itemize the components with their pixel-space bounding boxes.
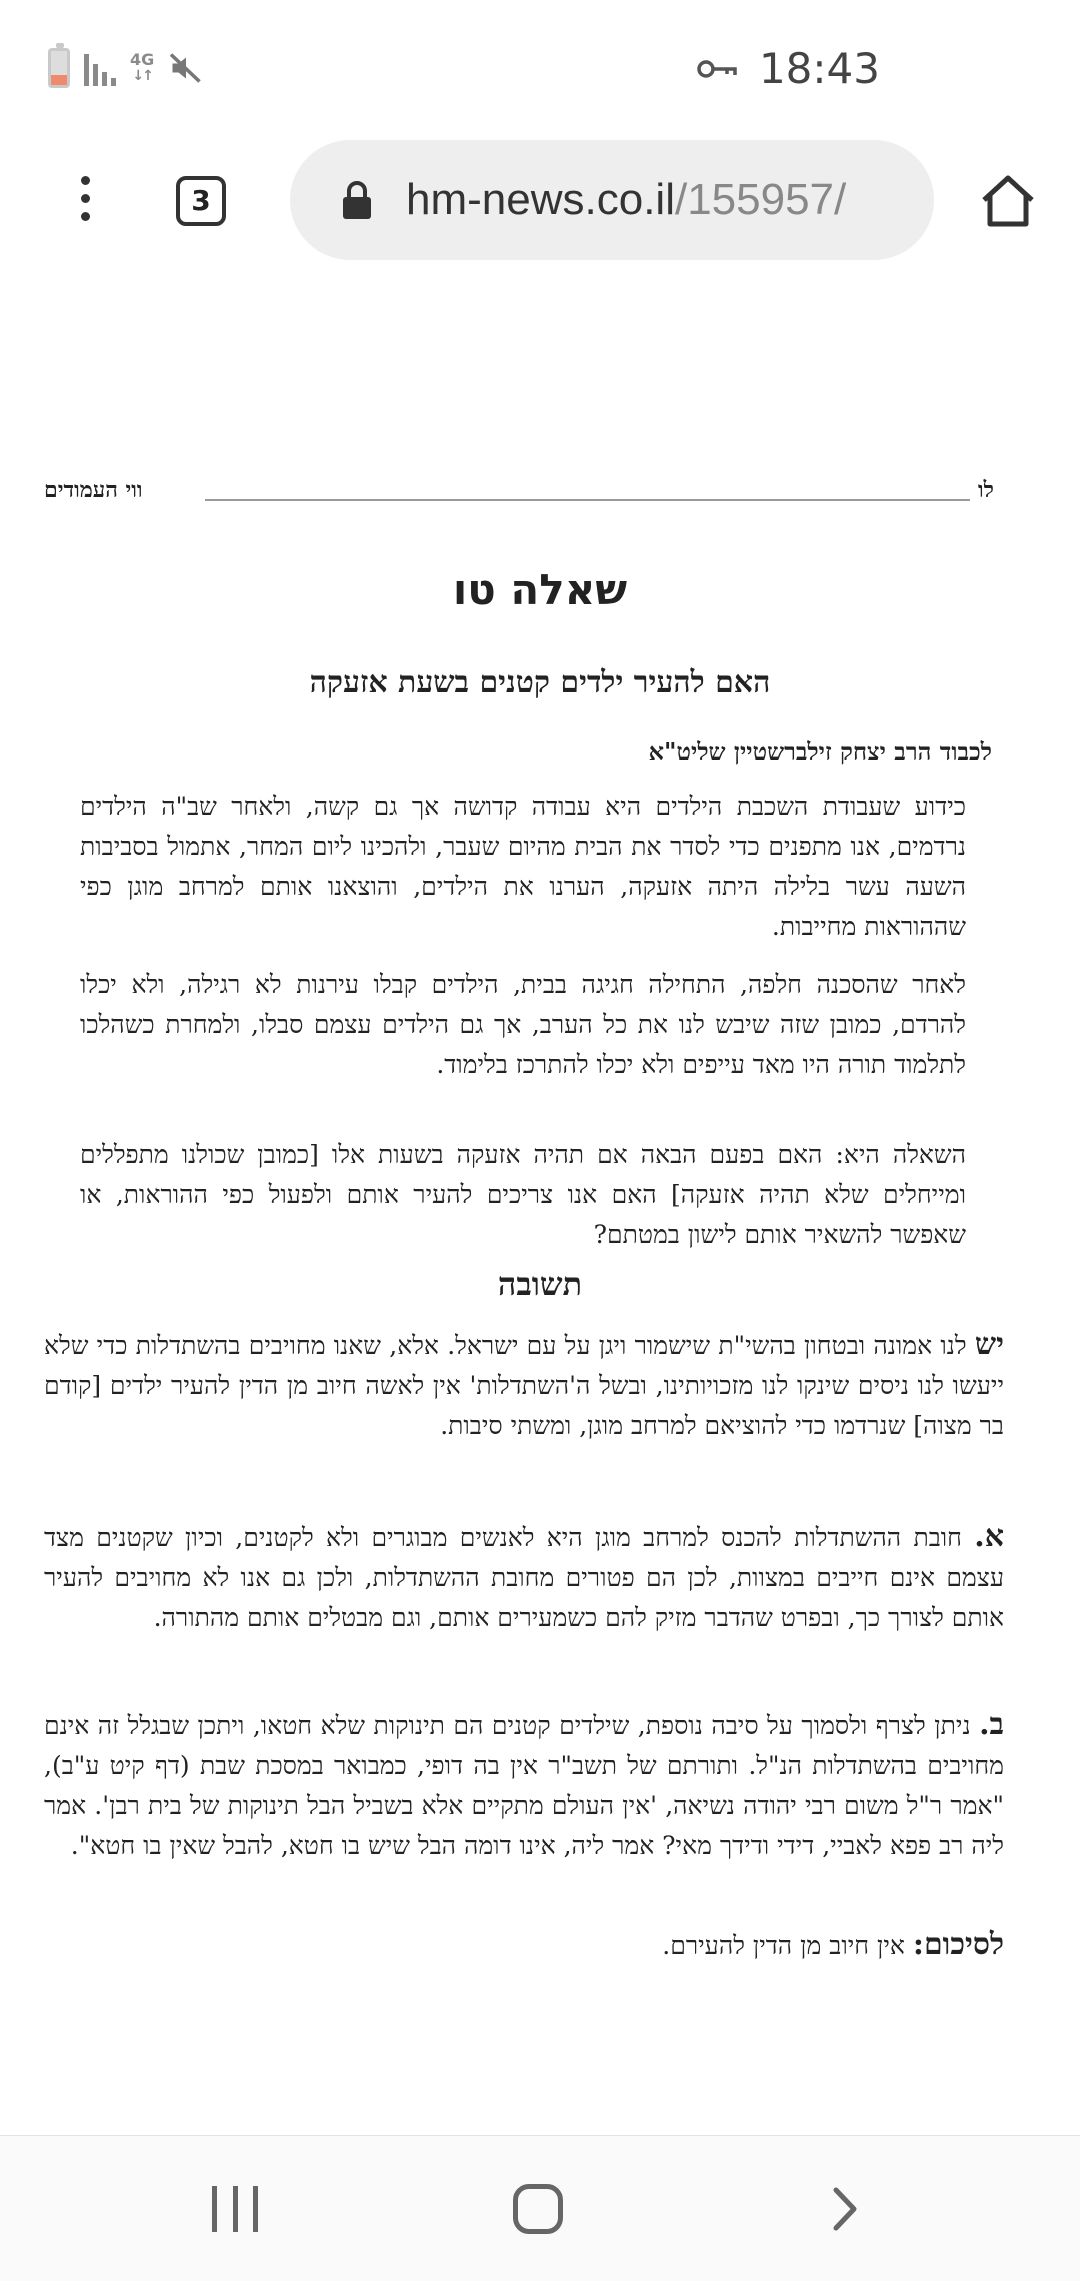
home-icon[interactable]	[978, 170, 1038, 230]
back-icon[interactable]	[820, 2184, 870, 2234]
answer-text: ניתן לצרף ולסמוך על סיבה נוספת, שילדים קטנים הם תינוקות שלא חטאו, ויתכן שבגלל זה אינם מחויבים בהשתדלות הנ"ל. ותורתם של תשב"ר אין בה דופי, כמבואר במסכת שבת (דף קיט ע"ב), "אמר ר"ל משום רבי יהודה נשיאה, 'אין העולם מתקיים אלא בשביל הבל תינוקות של בית רבן'. אמר ליה רב פפא לאביי, דידי ודידך מאי? אמר ליה, אינו דומה הבל שיש בו חטא, להבל שאין בו חטא".	[44, 1711, 1004, 1860]
signal-icon	[84, 50, 116, 86]
answer-paragraph	[44, 1705, 1004, 1866]
battery-low-icon	[48, 48, 70, 88]
url-text[interactable]	[406, 175, 846, 225]
answer-lead: א.	[974, 1519, 1004, 1554]
summary-paragraph	[44, 1925, 1004, 1966]
vpn-key-icon	[697, 57, 737, 81]
home-nav-icon[interactable]	[513, 2184, 563, 2234]
data-arrows-icon: ↓↑	[132, 68, 152, 84]
status-icons-right	[697, 44, 880, 93]
url-path: /155957/	[674, 175, 847, 224]
question-paragraph: השאלה היא: האם בפעם הבאה אם תהיה אזעקה בשעות אלו [כמובן שכולנו מתפללים ומייחלים שלא תהיה אזעקה] האם אנו צריכים להעיר אותם ולפעול כפי ההוראות, או שאפשר להשאיר אותם לישון במטתם?	[80, 1140, 966, 1249]
lock-icon[interactable]	[340, 179, 374, 221]
summary-text: אין חיוב מן הדין להעירם.	[662, 1931, 913, 1960]
clock: 18:43	[758, 44, 880, 93]
answer-paragraph	[44, 1325, 1004, 1446]
status-icons-left	[48, 48, 204, 88]
addressee: לכבוד הרב יצחק זילברשטיין שליט"א	[648, 737, 992, 766]
recent-apps-icon[interactable]	[212, 2186, 258, 2232]
mute-icon	[168, 50, 204, 86]
header-rule	[205, 499, 970, 501]
question-title: שאלה טו	[452, 565, 628, 614]
address-bar[interactable]	[290, 140, 934, 260]
question-paragraph: כידוע שעבודת השכבת הילדים היא עבודה קדושה אך גם קשה, ולאחר שב"ה הילדים נרדמים, אנו מתפנים כדי לסדר את הבית מהיום שעבר, ולהכינו ליום המחר, אתמול בסביבות השעה עשר בלילה היתה אזעקה, הערנו את הילדים, והוצאנו אותם למרחב מוגן כפי שההוראות מחייבות.	[80, 792, 966, 941]
summary-lead: לסיכום:	[912, 1927, 1004, 1962]
question-paragraph: לאחר שהסכנה חלפה, התחילה חגיגה בבית, הילדים קבלו עירנות לא רגילה, ולא יכלו להרדם, כמובן שזה שיבש לנו את כל הערב, אך גם הילדים עצמם סבלו, ולמחרת כשהלכו לתלמוד תורה היו מאד עייפים ולא יכלו להתרכז בלימוד.	[80, 970, 966, 1079]
tab-switcher-button[interactable]: 3	[176, 176, 226, 226]
page-number: לו	[978, 477, 994, 503]
answer-text: לנו אמונה ובטחון בהשי"ת שישמור ויגן על עם ישראל. אלא, שאנו מחויבים בהשתדלות כדי שלא ייעשו לנו ניסים שינקו לנו מזכויותינו, ובשל ה'השתדלות' אין לאשה חיוב מן הדין להעיר ילדים [קודם בר מצוה] שנרדמו כדי להוציאם למרחב מוגן, ומשתי סיבות.	[44, 1331, 1004, 1440]
question-subtitle: האם להעיר ילדים קטנים בשעת אזעקה	[309, 665, 771, 700]
answer-lead: יש	[974, 1327, 1004, 1362]
answer-text: חובת ההשתדלות להכנס למרחב מוגן היא לאנשים מבוגרים ולא לקטנים, וכיון שקטנים מצד עצמם אינם חייבים במצוות, לכן הם פטורים מחובת ההשתדלות, ולכן גם אנו לא מחויבים להעיר אותם לצורך כך, ובפרט שהדבר מזיק להם כשמעירים אותם, וגם מבטלים אותם מהתורה.	[44, 1523, 1004, 1632]
system-nav-bar	[0, 2135, 1080, 2281]
menu-dots-icon[interactable]	[70, 170, 100, 230]
running-header: ווי העמודים	[44, 477, 143, 503]
network-type	[130, 52, 154, 84]
document-page	[0, 285, 1080, 2135]
answer-paragraph	[44, 1517, 1004, 1638]
answer-lead: ב.	[979, 1707, 1004, 1742]
answer-title: תשובה	[497, 1265, 583, 1303]
browser-toolbar	[0, 140, 1080, 285]
status-bar	[0, 0, 1080, 140]
network-label: 4G	[130, 50, 155, 69]
url-domain: hm-news.co.il	[406, 175, 675, 224]
